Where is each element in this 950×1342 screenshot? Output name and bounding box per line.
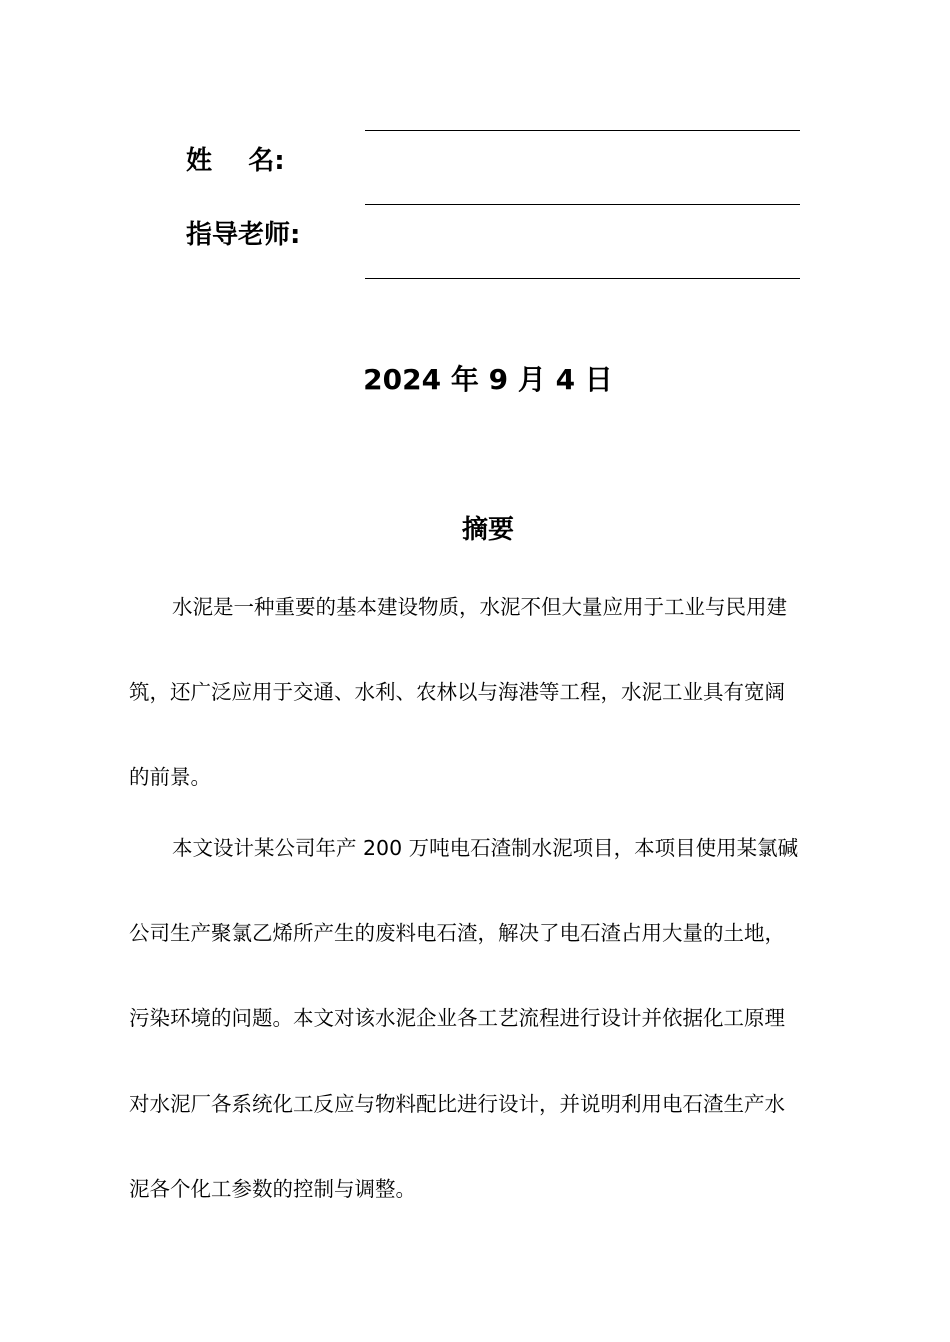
abstract-title: 摘要 <box>461 515 514 545</box>
cover-date: 2024 年 9 月 4 日 <box>363 363 613 396</box>
name-label: 姓 名: <box>186 146 285 176</box>
paragraph-line: 公司生产聚氯乙烯所产生的废料电石渣，解决了电石渣占用大量的土地， <box>129 921 785 945</box>
advisor-label: 指导老师: <box>186 220 301 250</box>
paragraph-line: 泥各个化工参数的控制与调整。 <box>129 1177 416 1201</box>
paragraph-line: 筑，还广泛应用于交通、水利、农林以与海港等工程，水泥工业具有宽阔 <box>129 680 785 704</box>
paragraph-line: 污染环境的问题。本文对该水泥企业各工艺流程进行设计并依据化工原理 <box>129 1006 785 1030</box>
name-top-rule <box>365 130 800 131</box>
paragraph-line: 的前景。 <box>129 765 211 789</box>
paragraph-line: 本文设计某公司年产 200 万吨电石渣制水泥项目，本项目使用某氯碱 <box>172 836 799 860</box>
advisor-underline <box>365 278 800 279</box>
paragraph-line: 对水泥厂各系统化工反应与物料配比进行设计，并说明利用电石渣生产水 <box>129 1092 785 1116</box>
paragraph-line: 水泥是一种重要的基本建设物质，水泥不但大量应用于工业与民用建 <box>172 595 787 619</box>
name-underline <box>365 204 800 205</box>
